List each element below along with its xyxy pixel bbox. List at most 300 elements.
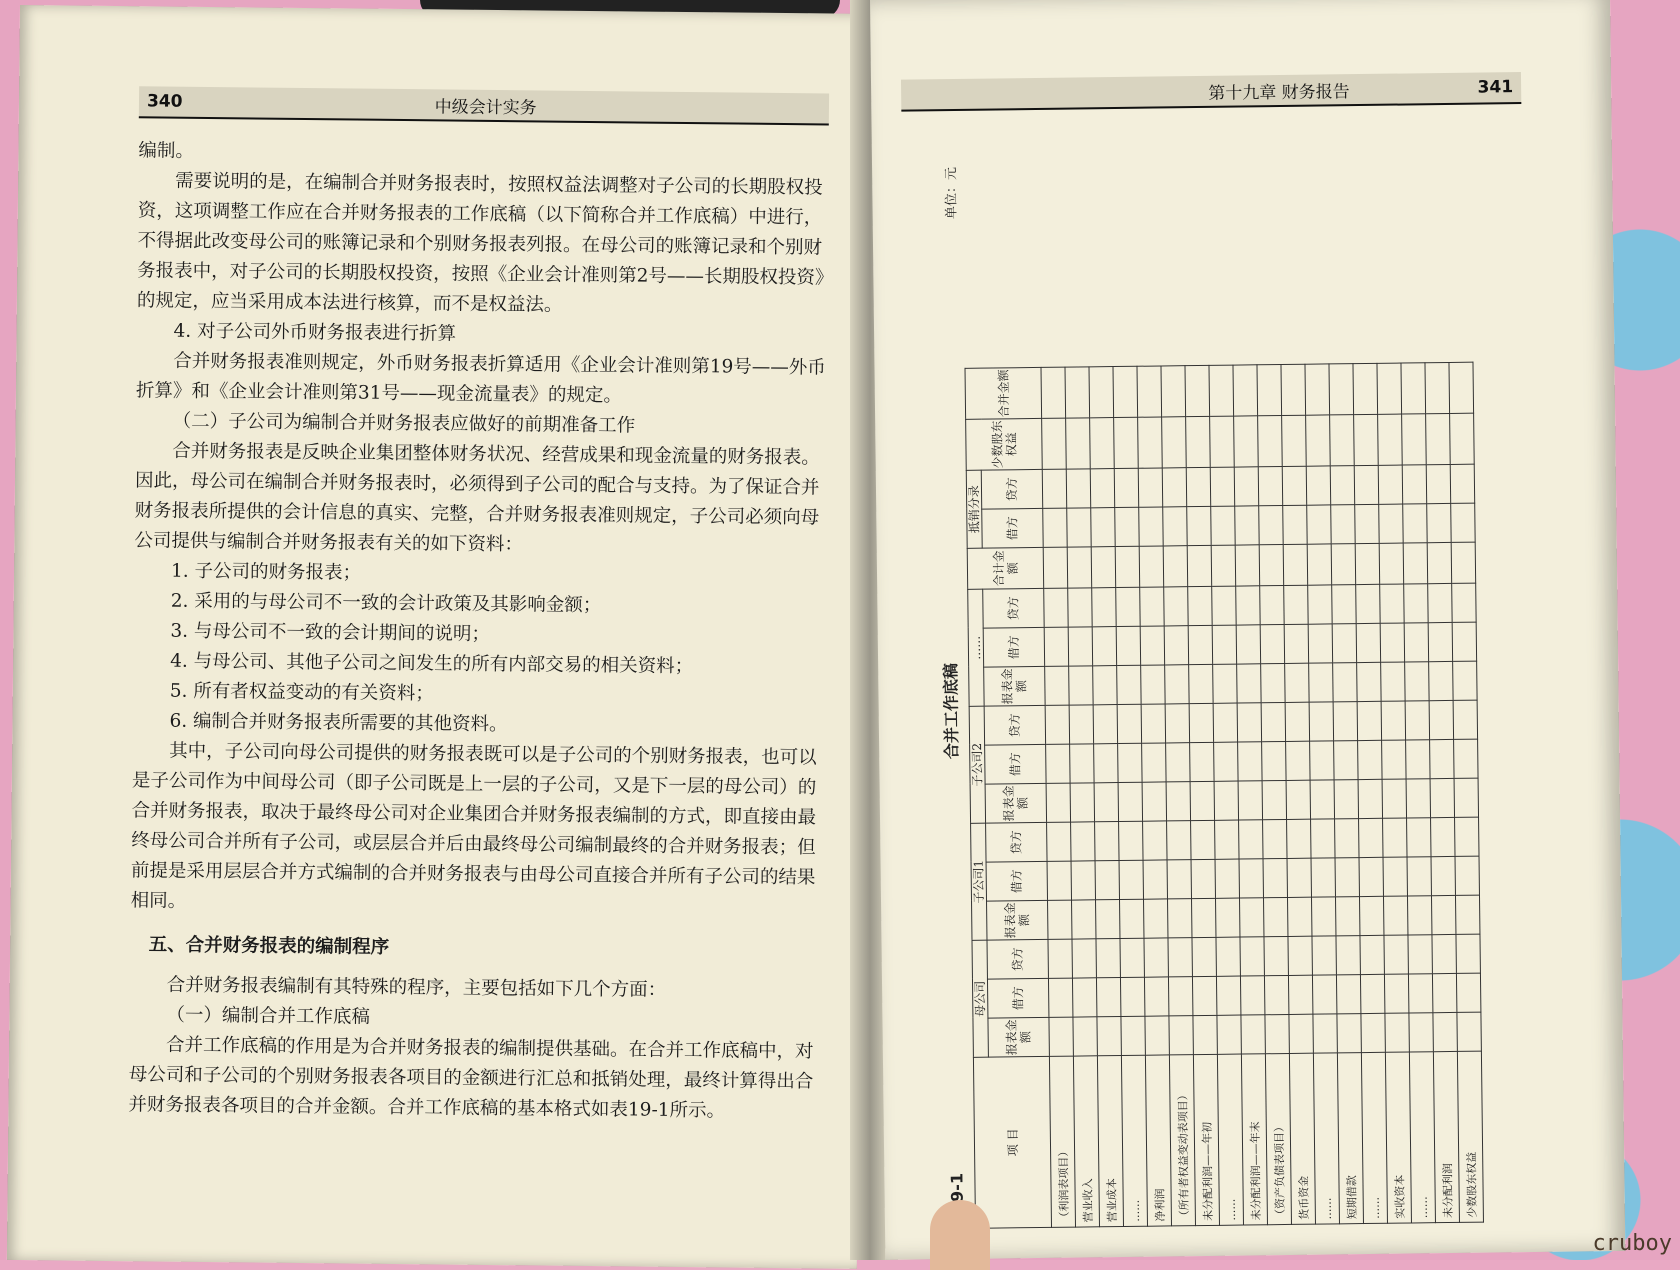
empty-cell	[1163, 507, 1187, 546]
empty-cell	[1284, 624, 1308, 663]
empty-cell	[1213, 703, 1237, 742]
empty-cell	[1209, 365, 1234, 416]
left-page	[7, 5, 870, 1269]
empty-cell	[1096, 900, 1120, 939]
empty-cell	[1357, 701, 1381, 740]
table-unit: 单位：元	[944, 166, 960, 220]
empty-cell	[1405, 701, 1429, 740]
empty-cell	[1384, 974, 1408, 1013]
empty-cell	[1114, 468, 1138, 507]
empty-cell	[1118, 743, 1142, 782]
paragraph: 需要说明的是，在编制合并财务报表时，按照权益法调整对子公司的长期股权投资，这项调整工作应在合并财务报表的工作底稿（以下简称合并工作底稿）中进行，不得据此改变母公司的账簿记录和个别财务报表列报。在母公司的账簿记录和个别财务报表中，对子公司的长期股权投资，按照《企业会计准则第2号——长期股权投资》的规定，应当采用成本法进行核算，而不是权益法。	[136, 170, 825, 316]
empty-cell	[1185, 365, 1210, 416]
empty-cell	[1379, 504, 1403, 543]
empty-cell	[1407, 896, 1431, 935]
empty-cell	[1336, 936, 1360, 975]
empty-cell	[1402, 414, 1427, 465]
empty-cell	[1240, 976, 1264, 1015]
empty-cell	[1378, 465, 1402, 504]
empty-cell	[1306, 415, 1331, 466]
empty-cell	[1311, 897, 1335, 936]
header-sub: 报表金额	[985, 783, 1046, 823]
empty-cell	[1359, 896, 1383, 935]
empty-cell	[1042, 469, 1066, 508]
right-page-number: 341	[1477, 77, 1514, 98]
empty-cell	[1405, 662, 1429, 701]
empty-cell	[1235, 506, 1259, 545]
row-label: 营业成本	[1097, 1056, 1123, 1227]
empty-cell	[1145, 1016, 1169, 1055]
empty-cell	[1409, 1013, 1433, 1052]
empty-cell	[1382, 740, 1406, 779]
empty-cell	[1188, 586, 1212, 625]
empty-cell	[1283, 544, 1307, 585]
empty-cell	[1187, 545, 1211, 586]
empty-cell	[1044, 588, 1068, 627]
empty-cell	[1093, 705, 1117, 744]
paragraph: （二）子公司为编制合并财务报表应做好的前期准备工作	[172, 410, 636, 437]
empty-cell	[1233, 365, 1258, 416]
empty-cell	[1257, 365, 1282, 416]
empty-cell	[1286, 741, 1310, 780]
empty-cell	[1308, 585, 1332, 624]
empty-cell	[1311, 858, 1335, 897]
empty-cell	[1383, 818, 1407, 857]
empty-cell	[1215, 859, 1239, 898]
row-label: 净利润	[1145, 1055, 1171, 1226]
empty-cell	[1071, 861, 1095, 900]
empty-cell	[1120, 899, 1144, 938]
empty-cell	[1406, 740, 1430, 779]
empty-cell	[1120, 977, 1144, 1016]
header-group: 子公司2	[969, 706, 985, 823]
empty-cell	[1167, 821, 1191, 860]
empty-cell	[1139, 507, 1163, 546]
empty-cell	[1211, 545, 1235, 586]
empty-cell	[1216, 976, 1240, 1015]
header-sub: 报表金额	[984, 666, 1045, 706]
empty-cell	[1407, 818, 1431, 857]
empty-cell	[1258, 416, 1283, 467]
empty-cell	[1307, 544, 1331, 585]
empty-cell	[1090, 469, 1114, 508]
empty-cell	[1432, 973, 1456, 1012]
empty-cell	[1091, 547, 1115, 588]
row-label: ……	[1121, 1055, 1147, 1226]
empty-cell	[1121, 1016, 1145, 1055]
empty-cell	[1048, 900, 1072, 939]
paragraph: 合并财务报表准则规定，外币财务报表折算适用《企业会计准则第19号——外币折算》和《企业会计准则第31号——现金流量表》的规定。	[135, 350, 826, 407]
empty-cell	[1166, 782, 1190, 821]
empty-cell	[1287, 858, 1311, 897]
row-label: 短期借款	[1337, 1053, 1363, 1224]
empty-cell	[1215, 820, 1239, 859]
empty-cell	[1117, 704, 1141, 743]
empty-cell	[1450, 464, 1474, 503]
header-sub: 借方	[983, 627, 1044, 667]
empty-cell	[1115, 546, 1139, 587]
paragraph: （一）编制合并工作底稿	[166, 1004, 371, 1028]
header-sub: 借方	[986, 861, 1047, 901]
empty-cell	[1330, 466, 1354, 505]
empty-cell	[1380, 584, 1404, 623]
right-page	[870, 0, 1625, 1260]
empty-cell	[1237, 703, 1261, 742]
empty-cell	[1047, 822, 1071, 861]
empty-cell	[1404, 623, 1428, 662]
empty-cell	[1335, 897, 1359, 936]
empty-cell	[1452, 622, 1476, 661]
empty-cell	[1379, 543, 1403, 584]
empty-cell	[1431, 856, 1455, 895]
empty-cell	[1072, 939, 1096, 978]
empty-cell	[1455, 817, 1479, 856]
row-label: 未分配利润——年末	[1241, 1054, 1267, 1225]
empty-cell	[1455, 856, 1479, 895]
empty-cell	[1356, 623, 1380, 662]
empty-cell	[1313, 1014, 1337, 1053]
watermark-signature: cruboy	[1592, 1231, 1672, 1256]
empty-cell	[1432, 934, 1456, 973]
empty-cell	[1282, 466, 1306, 505]
empty-cell	[1164, 626, 1188, 665]
empty-cell	[1137, 366, 1162, 417]
empty-cell	[1331, 505, 1355, 544]
empty-cell	[1042, 418, 1067, 469]
header-sub: 报表金额	[988, 1017, 1049, 1057]
empty-cell	[1359, 818, 1383, 857]
empty-cell	[1211, 506, 1235, 545]
empty-cell	[1330, 415, 1355, 466]
empty-cell	[1186, 467, 1210, 506]
paragraph: 4. 对子公司外币财务报表进行折算	[173, 320, 457, 345]
header-minority: 少数股东权益	[966, 418, 1043, 470]
empty-cell	[1118, 782, 1142, 821]
empty-cell	[1283, 505, 1307, 544]
table-title: 合并工作底稿	[941, 662, 962, 760]
empty-cell	[1162, 417, 1187, 468]
empty-cell	[1140, 587, 1164, 626]
empty-cell	[1264, 936, 1288, 975]
empty-cell	[1356, 584, 1380, 623]
empty-cell	[1190, 781, 1214, 820]
empty-cell	[1428, 583, 1452, 622]
empty-cell	[1305, 364, 1330, 415]
empty-cell	[1168, 977, 1192, 1016]
empty-cell	[1403, 504, 1427, 543]
header-sub: 贷方	[984, 705, 1045, 745]
empty-cell	[1286, 780, 1310, 819]
paragraph: 2. 采用的与母公司不一致的会计政策及其影响金额；	[170, 590, 602, 617]
empty-cell	[1358, 779, 1382, 818]
empty-cell	[1450, 413, 1475, 464]
empty-cell	[1119, 821, 1143, 860]
empty-cell	[1163, 546, 1187, 587]
empty-cell	[1214, 781, 1238, 820]
empty-cell	[1285, 702, 1309, 741]
empty-cell	[1239, 859, 1263, 898]
empty-cell	[1451, 503, 1475, 542]
empty-cell	[1143, 860, 1167, 899]
empty-cell	[1235, 545, 1259, 586]
empty-cell	[1357, 662, 1381, 701]
empty-cell	[1114, 417, 1139, 468]
empty-cell	[1144, 899, 1168, 938]
empty-cell	[1212, 586, 1236, 625]
empty-cell	[1264, 975, 1288, 1014]
row-label: 营业收入	[1073, 1056, 1099, 1227]
empty-cell	[1262, 741, 1286, 780]
empty-cell	[1237, 664, 1261, 703]
empty-cell	[1139, 546, 1163, 587]
row-label: 货币资金	[1289, 1053, 1315, 1224]
empty-cell	[1067, 547, 1091, 588]
empty-cell	[1189, 703, 1213, 742]
empty-cell	[1213, 664, 1237, 703]
left-running-title: 中级会计实务	[434, 96, 537, 118]
empty-cell	[1260, 624, 1284, 663]
header-sub: 报表金额	[987, 900, 1048, 940]
section-heading: 五、合并财务报表的编制程序	[148, 934, 390, 958]
empty-cell	[1115, 507, 1139, 546]
empty-cell	[1308, 624, 1332, 663]
empty-cell	[1047, 861, 1071, 900]
empty-cell	[1144, 938, 1168, 977]
empty-cell	[1092, 627, 1116, 666]
empty-cell	[1284, 585, 1308, 624]
empty-cell	[1069, 666, 1093, 705]
paragraph: 编制。	[138, 140, 195, 162]
empty-cell	[1214, 742, 1238, 781]
empty-cell	[1141, 704, 1165, 743]
empty-cell	[1407, 857, 1431, 896]
empty-cell	[1307, 505, 1331, 544]
empty-cell	[1334, 741, 1358, 780]
empty-cell	[1408, 974, 1432, 1013]
empty-cell	[1454, 778, 1478, 817]
empty-cell	[1332, 624, 1356, 663]
empty-cell	[1138, 468, 1162, 507]
empty-cell	[1166, 743, 1190, 782]
empty-cell	[1239, 898, 1263, 937]
empty-cell	[1385, 1013, 1409, 1052]
row-label: 未分配利润——年初	[1193, 1054, 1219, 1225]
empty-cell	[1164, 587, 1188, 626]
consolidation-worksheet-table	[965, 362, 1484, 1229]
paragraph: 合并财务报表是反映企业集团整体财务状况、经营成果和现金流量的财务报表。因此，母公司在编制合并财务报表时，必须得到子公司的配合与支持。为了保证合并财务报表所提供的会计信息的真实、完整，合并财务报表准则规定，子公司必须向母公司提供与编制合并财务报表有关的如下资料：	[134, 440, 820, 556]
empty-cell	[1331, 544, 1355, 585]
row-label: 实收资本	[1385, 1052, 1411, 1223]
header-group: ……	[968, 589, 984, 706]
header-consolidated: 合并金额	[965, 367, 1042, 419]
empty-cell	[1048, 939, 1072, 978]
empty-cell	[1168, 938, 1192, 977]
empty-cell	[1192, 976, 1216, 1015]
empty-cell	[1332, 585, 1356, 624]
header-total: 合计金额	[967, 547, 1043, 589]
empty-cell	[1045, 705, 1069, 744]
empty-cell	[1210, 467, 1234, 506]
empty-cell	[1310, 780, 1334, 819]
empty-cell	[1384, 935, 1408, 974]
empty-cell	[1454, 739, 1478, 778]
empty-cell	[1265, 1014, 1289, 1053]
paragraph: 3. 与母公司不一致的会计期间的说明；	[170, 620, 491, 645]
empty-cell	[1094, 744, 1118, 783]
empty-cell	[1281, 364, 1306, 415]
empty-cell	[1311, 819, 1335, 858]
empty-cell	[1258, 466, 1282, 505]
header-elimination: 抵销分录	[966, 470, 982, 548]
empty-cell	[1169, 1016, 1193, 1055]
empty-cell	[1452, 583, 1476, 622]
empty-cell	[1239, 820, 1263, 859]
header-sub: 贷方	[983, 588, 1044, 628]
paragraph: 1. 子公司的财务报表；	[170, 560, 362, 584]
empty-cell	[1117, 665, 1141, 704]
header-group: 子公司1	[971, 823, 987, 940]
empty-cell	[1190, 742, 1214, 781]
empty-cell	[1161, 366, 1186, 417]
empty-cell	[1046, 744, 1070, 783]
empty-cell	[1260, 585, 1284, 624]
empty-cell	[1096, 978, 1120, 1017]
empty-cell	[1361, 1013, 1385, 1052]
empty-cell	[1359, 857, 1383, 896]
empty-cell	[1070, 783, 1094, 822]
empty-cell	[1287, 897, 1311, 936]
header-elim-sub: 借方	[982, 508, 1043, 548]
worksheet-table-area	[922, 122, 1535, 1229]
empty-cell	[1068, 588, 1092, 627]
empty-cell	[1140, 626, 1164, 665]
empty-cell	[1095, 861, 1119, 900]
empty-cell	[1337, 1014, 1361, 1053]
empty-cell	[1406, 779, 1430, 818]
empty-cell	[1089, 367, 1114, 418]
empty-cell	[1259, 544, 1283, 585]
empty-cell	[1041, 367, 1066, 418]
empty-cell	[1402, 465, 1426, 504]
right-running-title: 第十九章 财务报告	[1208, 81, 1350, 104]
empty-cell	[1236, 586, 1260, 625]
empty-cell	[1306, 466, 1330, 505]
empty-cell	[1288, 936, 1312, 975]
empty-cell	[1456, 973, 1480, 1012]
empty-cell	[1259, 505, 1283, 544]
empty-cell	[1044, 627, 1068, 666]
empty-cell	[1119, 860, 1143, 899]
empty-cell	[1071, 822, 1095, 861]
empty-cell	[1072, 978, 1096, 1017]
row-label: ……	[1409, 1052, 1435, 1223]
empty-cell	[1430, 778, 1454, 817]
empty-cell	[1336, 975, 1360, 1014]
empty-cell	[1141, 665, 1165, 704]
empty-cell	[1043, 508, 1067, 547]
empty-cell	[1333, 663, 1357, 702]
empty-cell	[1210, 416, 1235, 467]
empty-cell	[1167, 860, 1191, 899]
empty-cell	[1142, 782, 1166, 821]
empty-cell	[1309, 702, 1333, 741]
empty-cell	[1262, 780, 1286, 819]
paragraph: 6. 编制合并财务报表所需要的其他资料。	[169, 710, 508, 736]
row-label: （所有者权益变动表项目）	[1169, 1055, 1195, 1226]
empty-cell	[1427, 503, 1451, 542]
empty-cell	[1358, 740, 1382, 779]
empty-cell	[1431, 895, 1455, 934]
empty-cell	[1431, 817, 1455, 856]
row-label: ……	[1313, 1053, 1339, 1224]
empty-cell	[1430, 739, 1454, 778]
empty-cell	[1353, 363, 1378, 414]
empty-cell	[1309, 663, 1333, 702]
empty-cell	[1312, 936, 1336, 975]
empty-cell	[1241, 1015, 1265, 1054]
empty-cell	[1312, 975, 1336, 1014]
empty-cell	[1429, 661, 1453, 700]
empty-cell	[1045, 666, 1069, 705]
empty-cell	[1090, 418, 1115, 469]
empty-cell	[1120, 938, 1144, 977]
header-item: 项 目	[973, 1056, 1051, 1228]
empty-cell	[1381, 662, 1405, 701]
row-label: （资产负债表项目）	[1265, 1053, 1291, 1224]
empty-cell	[1234, 416, 1259, 467]
empty-cell	[1113, 366, 1138, 417]
empty-cell	[1426, 413, 1451, 464]
empty-cell	[1382, 779, 1406, 818]
rotated-worksheet	[922, 122, 1535, 1229]
empty-cell	[1310, 741, 1334, 780]
empty-cell	[1433, 1012, 1457, 1051]
row-label: （利润表项目）	[1049, 1056, 1075, 1227]
paragraph: 5. 所有者权益变动的有关资料；	[169, 680, 434, 705]
empty-cell	[1451, 542, 1475, 583]
empty-cell	[1383, 857, 1407, 896]
empty-cell	[1425, 362, 1450, 413]
empty-cell	[1043, 547, 1067, 588]
empty-cell	[1453, 700, 1477, 739]
empty-cell	[1263, 819, 1287, 858]
empty-cell	[1116, 587, 1140, 626]
empty-cell	[1360, 974, 1384, 1013]
empty-cell	[1186, 416, 1211, 467]
empty-cell	[1453, 661, 1477, 700]
row-label: 未分配利润	[1433, 1051, 1459, 1222]
empty-cell	[1456, 934, 1480, 973]
empty-cell	[1091, 508, 1115, 547]
left-page-number: 340	[146, 91, 183, 112]
right-running-header	[901, 72, 1521, 112]
empty-cell	[1095, 822, 1119, 861]
empty-cell	[1401, 363, 1426, 414]
empty-cell	[1236, 625, 1260, 664]
empty-cell	[1383, 896, 1407, 935]
empty-cell	[1285, 663, 1309, 702]
empty-cell	[1289, 1014, 1313, 1053]
empty-cell	[1072, 900, 1096, 939]
empty-cell	[1165, 704, 1189, 743]
header-sub: 贷方	[986, 822, 1047, 862]
paragraph: 其中，子公司向母公司提供的财务报表既可以是子公司的个别财务报表，也可以是子公司作为中间母公司（即子公司既是上一层的子公司，又是下一层的母公司）的合并财务报表，取决于最终母公司对企业集团合并财务报表编制的方式，即直接由最终母公司合并所有子公司，或层层合并后由最终母公司编制最终的合并财务报表；但前提是采用层层合并方式编制的合并财务报表与由母公司直接合并所有子公司的结果相同。	[130, 740, 817, 912]
empty-cell	[1360, 935, 1384, 974]
header-sub: 贷方	[987, 939, 1048, 979]
empty-cell	[1168, 899, 1192, 938]
empty-cell	[1188, 625, 1212, 664]
empty-cell	[1046, 783, 1070, 822]
